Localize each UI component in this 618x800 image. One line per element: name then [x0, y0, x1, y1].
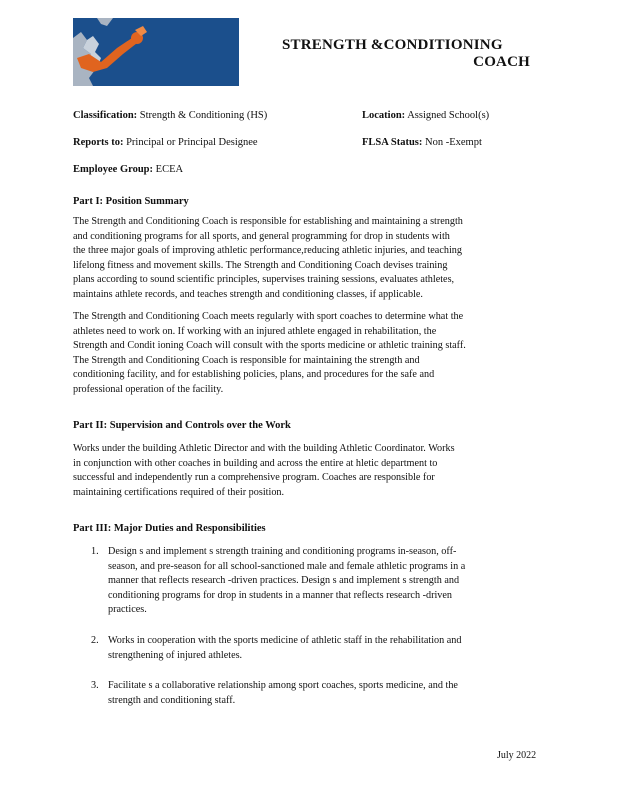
paragraph-line: in conjunction with other coaches in building and across the entire at hletic department to: [73, 457, 438, 469]
paragraph-line: lifelong fitness and movement skills. The Strength and Conditioning Coach devises training: [73, 259, 448, 271]
reports-to-field: [73, 136, 258, 149]
location-field: [362, 109, 489, 122]
paragraph-line: and conditioning programs for all sports, and general programming for drop in students with: [73, 230, 450, 242]
district-logo: [73, 18, 239, 86]
flsa-status-value: Non -Exempt: [425, 137, 482, 148]
job-title-line-1: STRENGTH &CONDITIONING: [282, 37, 503, 53]
classification-label: Classification:: [73, 110, 138, 121]
list-item: [73, 634, 543, 663]
paragraph-line: maintaining certifications required of their position.: [73, 486, 285, 498]
list-item: [73, 545, 543, 618]
duties-list: [73, 545, 543, 724]
list-item-number: 1.: [91, 546, 99, 557]
paragraph-line: The Strength and Conditioning Coach is responsible for establishing and maintaining a strength: [73, 216, 463, 227]
supervision-paragraph: [73, 442, 543, 500]
flsa-status-field: [362, 136, 482, 149]
list-item-line: season, and pre-season for all school-sanctioned male and female athletic programs in a: [108, 560, 466, 572]
classification-value: Strength & Conditioning (HS): [139, 110, 268, 121]
paragraph-line: Works under the building Athletic Director and with the building Athletic Coordinator. Works: [73, 443, 455, 454]
part-1-heading: Part I: Position Summary: [73, 196, 189, 207]
paragraph-line: The Strength and Conditioning Coach is responsible for maintaining the strength and: [73, 354, 420, 366]
employee-group-value: ECEA: [155, 164, 184, 175]
paragraph-line: athletes need to work on. If working with an injured athlete engaged in rehabilitation, the: [73, 325, 437, 337]
list-item-line: Facilitate s a collaborative relationship among sport coaches, sports medicine, and the: [108, 680, 458, 692]
paragraph-line: maintains athlete records, and teaches strength and conditioning classes, if applicable.: [73, 288, 423, 300]
classification-field: [73, 109, 267, 122]
list-item-line: conditioning programs for drop in students in a manner that reflects research -driven: [108, 589, 453, 601]
paragraph-line: Strength and Condit ioning Coach will consult with the sports medicine or athletic training staff.: [73, 340, 466, 352]
employee-group-label: Employee Group:: [73, 164, 154, 175]
paragraph-line: The Strength and Conditioning Coach meets regularly with sport coaches to determine what the: [73, 311, 464, 322]
list-item-line: strength and conditioning staff.: [108, 694, 236, 706]
job-title: [282, 37, 532, 71]
part-2-heading: Part II: Supervision and Controls over the Work: [73, 420, 291, 431]
paragraph-line: plans according to sound scientific principles, supervises training sessions, evaluates athletes,: [73, 274, 455, 286]
list-item-line: practices.: [108, 604, 147, 616]
list-item-line: Works in cooperation with the sports medicine of athletic staff in the rehabilitation and: [108, 634, 462, 646]
location-value: Assigned School(s): [407, 110, 490, 121]
part-3-heading: Part III: Major Duties and Responsibilities: [73, 523, 266, 534]
position-summary-paragraph-2: [73, 310, 543, 398]
list-item-line: manner that reflects research -driven practices. Design s and implement s strength and: [108, 575, 460, 587]
flsa-status-label: FLSA Status:: [362, 137, 423, 148]
list-item-number: 2.: [91, 634, 99, 646]
employee-group-field: [73, 163, 183, 176]
paragraph-line: professional operation of the facility.: [73, 383, 224, 395]
list-item-number: 3.: [91, 680, 99, 692]
revision-date: July 2022: [497, 750, 537, 761]
position-summary-paragraph-1: [73, 215, 543, 303]
location-label: Location:: [362, 110, 406, 121]
list-item-line: strengthening of injured athletes.: [108, 649, 243, 661]
reports-to-label: Reports to:: [73, 137, 124, 148]
logo-graphic: [73, 18, 239, 86]
job-title-line-2: COACH: [473, 54, 530, 70]
paragraph-line: the three major goals of improving athletic performance,reducing athletic injuries, and teaching: [73, 245, 462, 257]
paragraph-line: conditioning facility, and for establishing policies, plans, and procedures for the safe and: [73, 369, 435, 381]
reports-to-value: Principal or Principal Designee: [126, 137, 258, 148]
list-item: [73, 679, 543, 708]
list-item-line: Design s and implement s strength training and conditioning programs in-season, off-: [108, 546, 457, 557]
paragraph-line: successful and independently run a comprehensive program. Coaches are responsible for: [73, 472, 435, 484]
